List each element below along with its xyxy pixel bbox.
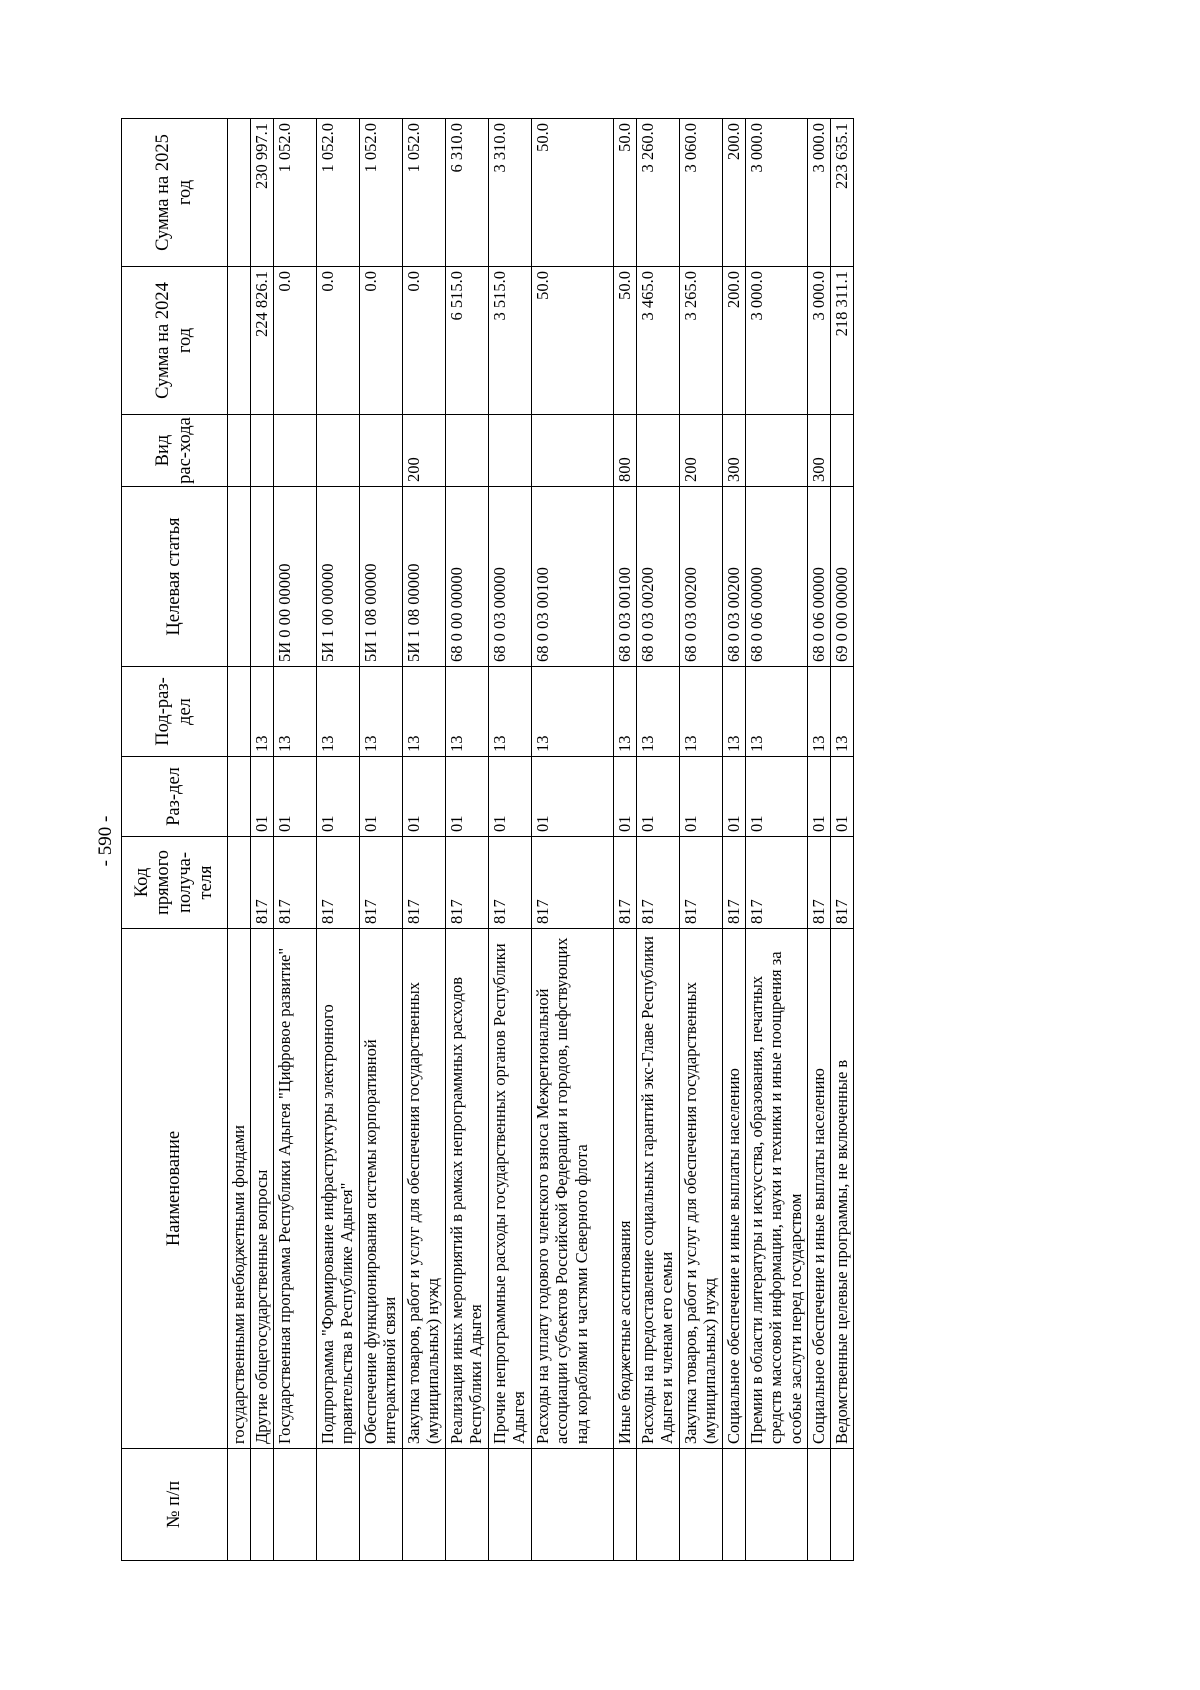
cell-code: 817 xyxy=(723,837,746,929)
cell-sum-2025: 3 310.0 xyxy=(489,119,532,267)
cell-sum-2024: 200.0 xyxy=(723,267,746,415)
header-target: Целевая статья xyxy=(122,487,228,667)
header-num: № п/п xyxy=(122,1449,228,1561)
budget-table xyxy=(121,118,854,1561)
cell-num xyxy=(746,1449,808,1561)
cell-subsection: 13 xyxy=(614,667,637,757)
cell-num xyxy=(317,1449,360,1561)
cell-target: 68 0 03 00200 xyxy=(723,487,746,667)
cell-subsection: 13 xyxy=(489,667,532,757)
cell-name: Социальное обеспечение и иные выплаты населению xyxy=(808,929,831,1449)
cell-name: Закупка товаров, работ и услуг для обеспечения государственных (муниципальных) нужд xyxy=(403,929,446,1449)
cell-expense-type xyxy=(637,415,680,487)
cell-section: 01 xyxy=(831,757,854,837)
cell-sum-2025: 230 997.1 xyxy=(251,119,274,267)
cell-sum-2024: 218 311.1 xyxy=(831,267,854,415)
cell-num xyxy=(360,1449,403,1561)
cell-subsection: 13 xyxy=(746,667,808,757)
cell-sum-2025: 3 000.0 xyxy=(808,119,831,267)
cell-code: 817 xyxy=(746,837,808,929)
cell-code: 817 xyxy=(680,837,723,929)
table-row xyxy=(831,119,854,1561)
cell-expense-type xyxy=(489,415,532,487)
cell-target xyxy=(251,487,274,667)
cell-code: 817 xyxy=(831,837,854,929)
cell-num xyxy=(228,1449,251,1561)
cell-sum-2024: 3 515.0 xyxy=(489,267,532,415)
cell-code: 817 xyxy=(532,837,614,929)
cell-sum-2024: 3 265.0 xyxy=(680,267,723,415)
cell-num xyxy=(532,1449,614,1561)
cell-subsection: 13 xyxy=(532,667,614,757)
cell-section: 01 xyxy=(360,757,403,837)
cell-sum-2024: 0.0 xyxy=(360,267,403,415)
cell-num xyxy=(489,1449,532,1561)
cell-expense-type xyxy=(228,415,251,487)
cell-num xyxy=(808,1449,831,1561)
table-row xyxy=(228,119,251,1561)
table-row xyxy=(446,119,489,1561)
cell-num xyxy=(637,1449,680,1561)
cell-subsection: 13 xyxy=(637,667,680,757)
cell-expense-type xyxy=(831,415,854,487)
table-row xyxy=(723,119,746,1561)
cell-name: Обеспечение функционирования системы корпоративной интерактивной связи xyxy=(360,929,403,1449)
cell-sum-2024: 3 465.0 xyxy=(637,267,680,415)
table-row xyxy=(746,119,808,1561)
cell-expense-type xyxy=(446,415,489,487)
table-row xyxy=(403,119,446,1561)
cell-target: 68 0 03 00100 xyxy=(532,487,614,667)
cell-target: 5И 0 00 00000 xyxy=(274,487,317,667)
cell-sum-2025: 200.0 xyxy=(723,119,746,267)
cell-expense-type: 800 xyxy=(614,415,637,487)
cell-name: Премии в области литературы и искусства, образования, печатных средств массовой информации, науки и техники и иные поощрения за особые заслуги перед государством xyxy=(746,929,808,1449)
header-name: Наименование xyxy=(122,929,228,1449)
cell-sum-2024: 6 515.0 xyxy=(446,267,489,415)
cell-sum-2024: 3 000.0 xyxy=(746,267,808,415)
cell-subsection: 13 xyxy=(360,667,403,757)
cell-section: 01 xyxy=(532,757,614,837)
cell-num xyxy=(251,1449,274,1561)
page-number: - 590 - xyxy=(95,815,116,867)
cell-code: 817 xyxy=(614,837,637,929)
cell-code: 817 xyxy=(360,837,403,929)
cell-code: 817 xyxy=(274,837,317,929)
cell-sum-2024: 0.0 xyxy=(274,267,317,415)
cell-sum-2025: 3 000.0 xyxy=(746,119,808,267)
cell-subsection: 13 xyxy=(446,667,489,757)
cell-name: Прочие непрограммные расходы государственных органов Республики Адыгея xyxy=(489,929,532,1449)
cell-target: 68 0 03 00200 xyxy=(680,487,723,667)
cell-num xyxy=(723,1449,746,1561)
table-row xyxy=(532,119,614,1561)
cell-subsection xyxy=(228,667,251,757)
header-subsection: Под-раз-дел xyxy=(122,667,228,757)
cell-subsection: 13 xyxy=(274,667,317,757)
cell-code: 817 xyxy=(808,837,831,929)
table-row xyxy=(251,119,274,1561)
cell-sum-2024: 0.0 xyxy=(403,267,446,415)
cell-num xyxy=(446,1449,489,1561)
cell-name: Расходы на предоставление социальных гарантий экс-Главе Республики Адыгея и членам его семьи xyxy=(637,929,680,1449)
cell-target xyxy=(228,487,251,667)
cell-code: 817 xyxy=(403,837,446,929)
cell-section: 01 xyxy=(403,757,446,837)
cell-section: 01 xyxy=(614,757,637,837)
cell-expense-type: 300 xyxy=(723,415,746,487)
cell-name: Расходы на уплату годового членского взноса Межрегиональной ассоциации субъектов Российской Федерации и городов, шефствующих над кораблями и частями Северного флота xyxy=(532,929,614,1449)
cell-name: Государственная программа Республики Адыгея "Цифровое развитие" xyxy=(274,929,317,1449)
cell-expense-type xyxy=(360,415,403,487)
cell-sum-2025: 6 310.0 xyxy=(446,119,489,267)
cell-target: 69 0 00 00000 xyxy=(831,487,854,667)
cell-section: 01 xyxy=(251,757,274,837)
cell-num xyxy=(614,1449,637,1561)
cell-target: 68 0 06 00000 xyxy=(746,487,808,667)
cell-sum-2025: 1 052.0 xyxy=(274,119,317,267)
cell-section: 01 xyxy=(274,757,317,837)
cell-num xyxy=(274,1449,317,1561)
cell-sum-2024: 0.0 xyxy=(317,267,360,415)
cell-code xyxy=(228,837,251,929)
cell-sum-2025: 3 260.0 xyxy=(637,119,680,267)
cell-name: Закупка товаров, работ и услуг для обеспечения государственных (муниципальных) нужд xyxy=(680,929,723,1449)
table-row xyxy=(680,119,723,1561)
table-row xyxy=(360,119,403,1561)
cell-sum-2025: 1 052.0 xyxy=(317,119,360,267)
cell-expense-type xyxy=(746,415,808,487)
cell-target: 5И 1 00 00000 xyxy=(317,487,360,667)
cell-target: 68 0 03 00000 xyxy=(489,487,532,667)
cell-subsection: 13 xyxy=(723,667,746,757)
cell-name: Ведомственные целевые программы, не включенные в xyxy=(831,929,854,1449)
cell-section: 01 xyxy=(680,757,723,837)
cell-name: Подпрограмма "Формирование инфраструктуры электронного правительства в Республике Адыгея" xyxy=(317,929,360,1449)
cell-target: 68 0 03 00100 xyxy=(614,487,637,667)
cell-sum-2024: 50.0 xyxy=(532,267,614,415)
table-row xyxy=(614,119,637,1561)
cell-section: 01 xyxy=(317,757,360,837)
cell-sum-2024: 50.0 xyxy=(614,267,637,415)
cell-target: 68 0 00 00000 xyxy=(446,487,489,667)
cell-subsection: 13 xyxy=(680,667,723,757)
cell-sum-2025: 1 052.0 xyxy=(403,119,446,267)
cell-target: 5И 1 08 00000 xyxy=(403,487,446,667)
rotated-page-content xyxy=(121,119,1085,1561)
cell-expense-type xyxy=(532,415,614,487)
cell-sum-2025: 1 052.0 xyxy=(360,119,403,267)
cell-section: 01 xyxy=(489,757,532,837)
cell-sum-2025: 3 060.0 xyxy=(680,119,723,267)
header-sum-2025: Сумма на 2025 год xyxy=(122,119,228,267)
cell-subsection: 13 xyxy=(403,667,446,757)
cell-target: 68 0 06 00000 xyxy=(808,487,831,667)
cell-name: Иные бюджетные ассигнования xyxy=(614,929,637,1449)
table-row xyxy=(808,119,831,1561)
cell-expense-type: 200 xyxy=(680,415,723,487)
cell-expense-type xyxy=(251,415,274,487)
cell-sum-2025 xyxy=(228,119,251,267)
cell-code: 817 xyxy=(317,837,360,929)
cell-code: 817 xyxy=(446,837,489,929)
cell-num xyxy=(831,1449,854,1561)
cell-expense-type: 200 xyxy=(403,415,446,487)
cell-section: 01 xyxy=(446,757,489,837)
cell-code: 817 xyxy=(637,837,680,929)
cell-section xyxy=(228,757,251,837)
cell-num xyxy=(680,1449,723,1561)
cell-num xyxy=(403,1449,446,1561)
table-row xyxy=(317,119,360,1561)
table-row xyxy=(274,119,317,1561)
cell-sum-2024 xyxy=(228,267,251,415)
cell-expense-type xyxy=(317,415,360,487)
header-recipient-code: Код прямого получа-теля xyxy=(122,837,228,929)
cell-name: Реализация иных мероприятий в рамках непрограммных расходов Республики Адыгея xyxy=(446,929,489,1449)
header-sum-2024: Сумма на 2024 год xyxy=(122,267,228,415)
cell-sum-2025: 50.0 xyxy=(532,119,614,267)
cell-sum-2024: 224 826.1 xyxy=(251,267,274,415)
cell-target: 68 0 03 00200 xyxy=(637,487,680,667)
cell-subsection: 13 xyxy=(808,667,831,757)
header-expense-type: Вид рас-хода xyxy=(122,415,228,487)
cell-sum-2025: 223 635.1 xyxy=(831,119,854,267)
cell-expense-type xyxy=(274,415,317,487)
cell-subsection: 13 xyxy=(831,667,854,757)
table-row xyxy=(637,119,680,1561)
table-row xyxy=(489,119,532,1561)
cell-section: 01 xyxy=(637,757,680,837)
cell-sum-2024: 3 000.0 xyxy=(808,267,831,415)
cell-sum-2025: 50.0 xyxy=(614,119,637,267)
table-header-row xyxy=(122,119,228,1561)
cell-name: Другие общегосударственные вопросы xyxy=(251,929,274,1449)
header-section: Раз-дел xyxy=(122,757,228,837)
cell-expense-type: 300 xyxy=(808,415,831,487)
cell-code: 817 xyxy=(251,837,274,929)
cell-name: государственными внебюджетными фондами xyxy=(228,929,251,1449)
cell-target: 5И 1 08 00000 xyxy=(360,487,403,667)
cell-section: 01 xyxy=(723,757,746,837)
cell-name: Социальное обеспечение и иные выплаты населению xyxy=(723,929,746,1449)
cell-subsection: 13 xyxy=(317,667,360,757)
cell-subsection: 13 xyxy=(251,667,274,757)
cell-section: 01 xyxy=(746,757,808,837)
cell-code: 817 xyxy=(489,837,532,929)
cell-section: 01 xyxy=(808,757,831,837)
